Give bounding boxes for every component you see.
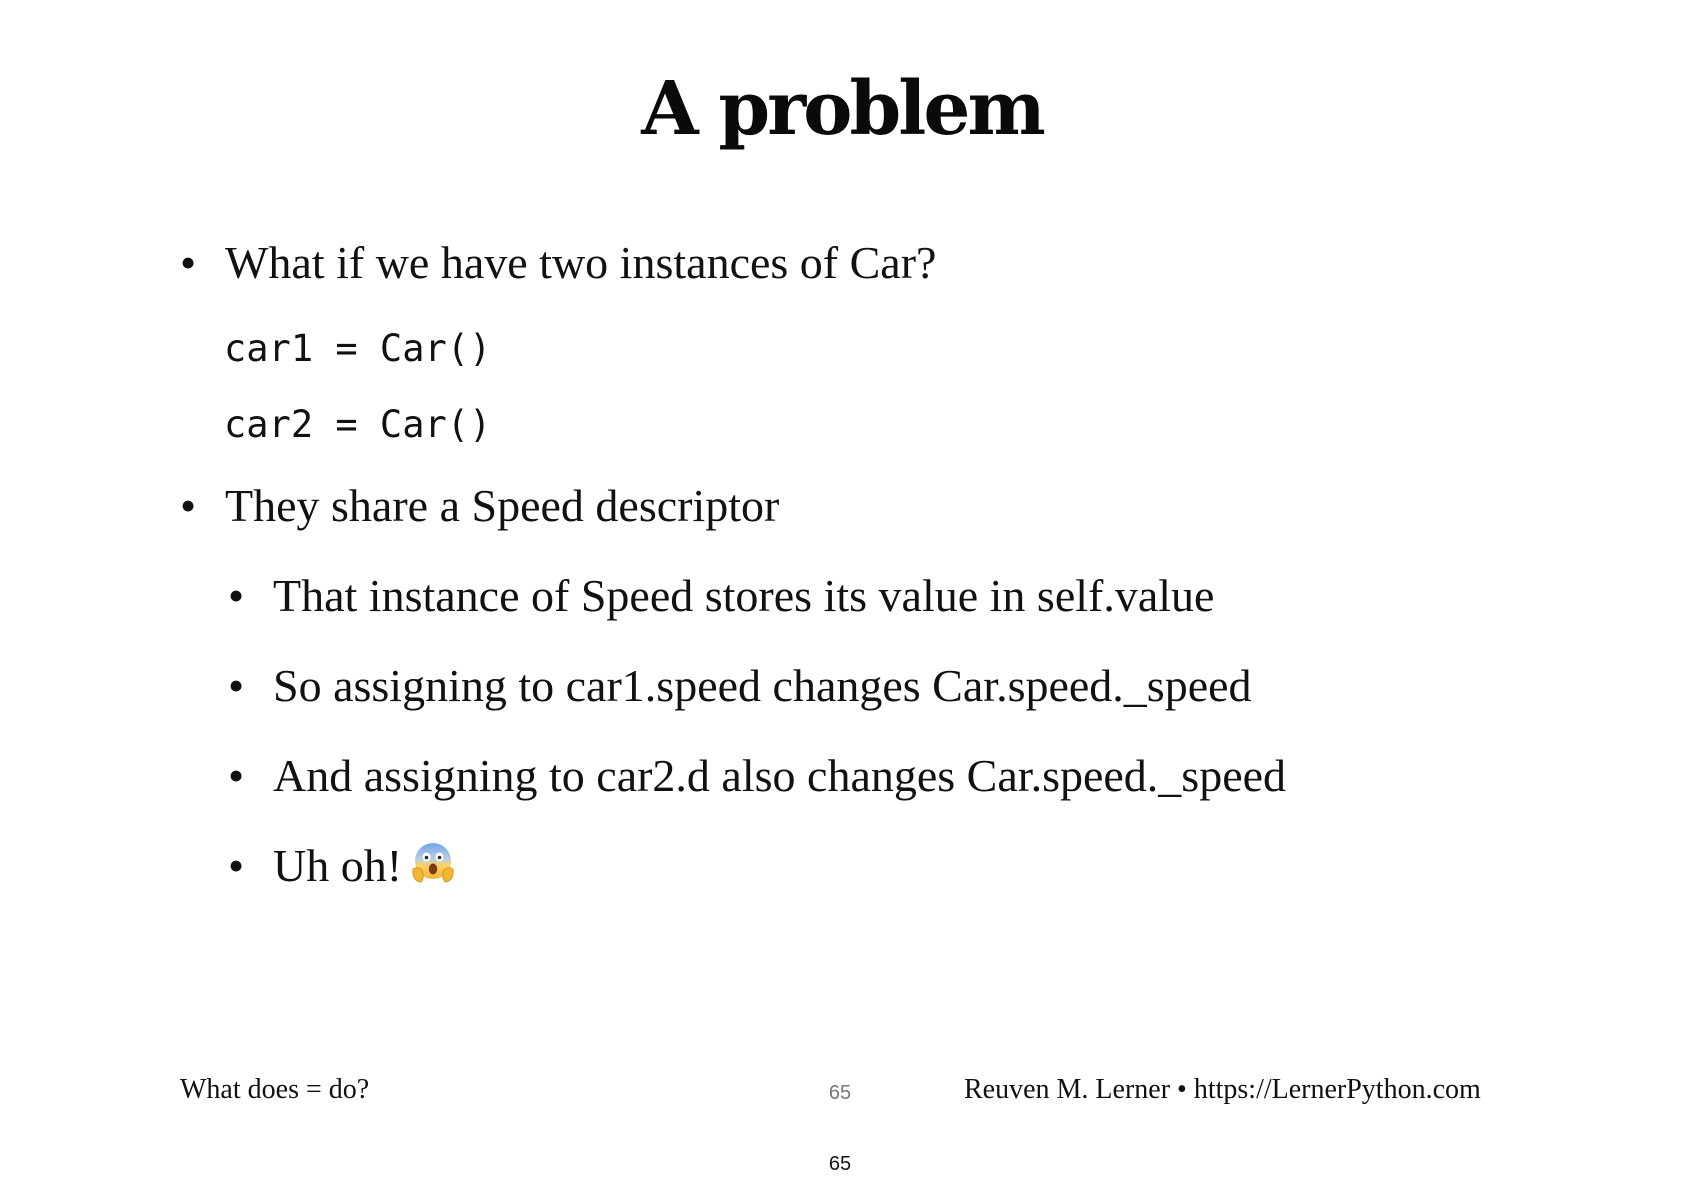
bullet-text: So assigning to car1.speed changes Car.speed._speed xyxy=(273,660,1252,711)
bullet-text: And assigning to car2.d also changes Car.speed._speed xyxy=(273,750,1287,801)
bullet-marker: • xyxy=(180,480,197,531)
footer-section-title: What does = do? xyxy=(180,1074,370,1105)
footer-author: Reuven M. Lerner • https://LernerPython.com xyxy=(964,1074,1481,1105)
code-line-car1: car1 = Car() xyxy=(224,327,492,370)
bullet-marker: • xyxy=(180,237,197,288)
page-number: 65 xyxy=(828,1153,852,1175)
bullet-text: That instance of Speed stores its value in self.value xyxy=(273,570,1215,621)
slide-title: A problem xyxy=(641,66,1043,152)
bullet-marker: • xyxy=(228,750,245,801)
bullet-text: What if we have two instances of Car? xyxy=(225,237,937,288)
bullet-marker: • xyxy=(228,840,245,891)
bullet-marker: • xyxy=(228,570,245,621)
bullet-text: Uh oh! xyxy=(273,840,403,891)
bullet-text: They share a Speed descriptor xyxy=(225,480,780,531)
footer-slide-number: 65 xyxy=(828,1082,852,1104)
bullet-marker: • xyxy=(228,660,245,711)
screaming-face-emoji-icon xyxy=(410,839,456,893)
code-line-car2: car2 = Car() xyxy=(224,403,492,446)
